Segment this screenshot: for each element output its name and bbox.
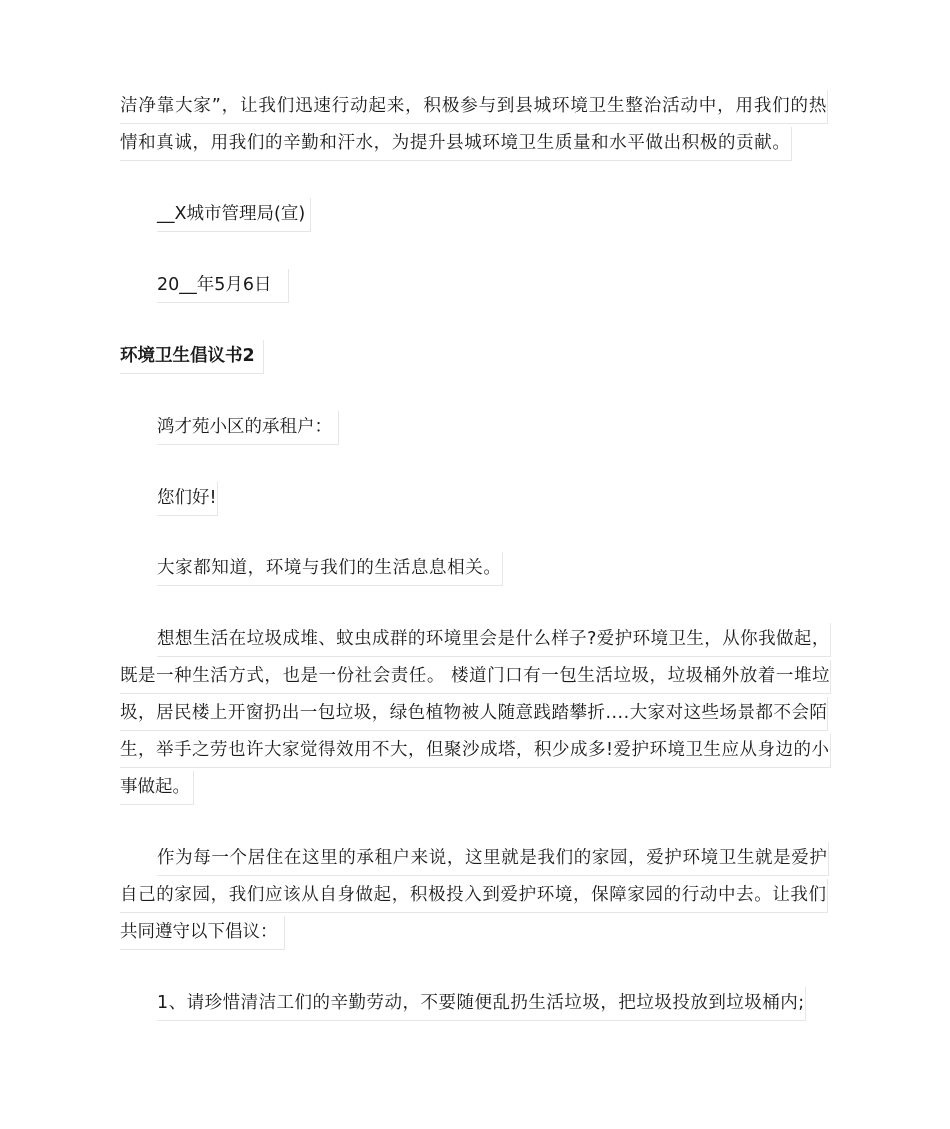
paragraph-1: 大家都知道，环境与我们的生活息息相关。: [157, 552, 503, 586]
greeting: 您们好!: [157, 482, 218, 516]
paragraph-2-line-2: 既是一种生活方式，也是一份社会责任。 楼道门口有一包生活垃圾，垃圾桶外放着一堆垃: [120, 660, 831, 694]
intro-line-2: 情和真诚，用我们的辛勤和汗水，为提升县城环境卫生质量和水平做出积极的贡献。: [120, 127, 792, 161]
paragraph-2-line-3: 圾，居民楼上开窗扔出一包垃圾，绿色植物被人随意践踏攀折....大家对这些场景都不会陌: [120, 697, 828, 731]
paragraph-2-line-5: 事做起。: [120, 771, 194, 805]
paragraph-3-line-1: 作为每一个居住在这里的承租户来说，这里就是我们的家园，爱护环境卫生就是爱护: [157, 842, 829, 876]
signature-line: __X城市管理局(宣): [157, 198, 311, 232]
intro-line-1: 洁净靠大家”，让我们迅速行动起来，积极参与到县城环境卫生整治活动中，用我们的热: [120, 90, 828, 124]
paragraph-2-line-4: 生，举手之劳也许大家觉得效用不大，但聚沙成塔，积少成多!爱护环境卫生应从身边的小: [120, 734, 831, 768]
list-item-1: 1、请珍惜清洁工们的辛勤劳动，不要随便乱扔生活垃圾，把垃圾投放到垃圾桶内;: [157, 987, 806, 1021]
paragraph-3-line-2: 自己的家园，我们应该从自身做起，积极投入到爱护环境，保障家园的行动中去。让我们: [120, 879, 828, 913]
paragraph-2-line-1: 想想生活在垃圾成堆、蚊虫成群的环境里会是什么样子?爱护环境卫生，从你我做起，: [157, 623, 831, 657]
section-heading: 环境卫生倡议书2: [120, 340, 264, 374]
paragraph-3-line-3: 共同遵守以下倡议：: [120, 916, 285, 950]
date-line: 20__年5月6日: [157, 269, 289, 303]
salutation: 鸿才苑小区的承租户：: [157, 411, 339, 445]
